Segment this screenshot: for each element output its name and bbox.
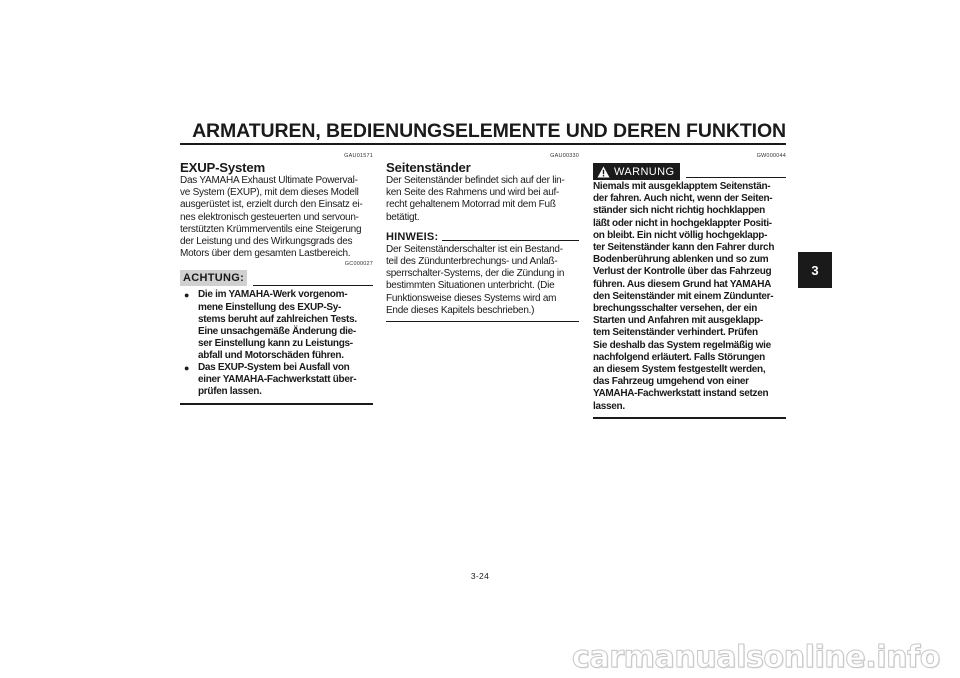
warning-label: WARNUNG	[614, 165, 675, 178]
text-line: Der Seitenständerschalter ist ein Bestand-	[386, 243, 563, 255]
side-stand-body	[386, 175, 579, 224]
text-line: YAMAHA-Fachwerkstatt instand setzen	[593, 388, 769, 400]
text-line: ständer sich nicht richtig hochklappen	[593, 205, 765, 217]
text-line: ausgerüstet ist, erzielt durch den Einsatz ei-	[180, 199, 363, 211]
caution-rule	[253, 285, 373, 286]
text-line: Starten und Anfahren mit ausgeklapp-	[593, 315, 763, 327]
text-line: prüfen lassen.	[198, 386, 262, 398]
text-line: ken Seite des Rahmens und wird bei auf-	[386, 187, 560, 199]
text-line: Das YAMAHA Exhaust Ultimate Powerval-	[180, 175, 358, 186]
warning-badge	[593, 163, 680, 180]
text-line: Ende dieses Kapitels beschrieben.)	[386, 304, 535, 316]
text-line: das Fahrzeug umgehend von einer	[593, 376, 749, 388]
text-line: tem Seitenständer verhindert. Prüfen	[593, 327, 758, 339]
text-line: den Seitenständer mit einem Zündunter-	[593, 290, 774, 302]
caution-end-rule	[180, 403, 373, 405]
bullet-icon: ●	[184, 362, 190, 373]
header-rule	[180, 143, 786, 145]
text-line: mene Einstellung des EXUP-Sy-	[198, 301, 342, 313]
text-line: sperrschalter-Systems, der die Zündung in	[386, 268, 565, 280]
text-line: der fahren. Auch nicht, wenn der Seiten-	[593, 193, 773, 205]
caution-list	[180, 289, 373, 398]
caution-badge: ACHTUNG:	[180, 270, 247, 286]
note-end-rule	[386, 321, 579, 322]
text-line: Bodenberührung ablenken und so zum	[593, 254, 769, 266]
text-line: teil des Zündunterbrechungs- und Anlaß-	[386, 256, 558, 268]
text-line: Funktionsweise dieses Systems wird am	[386, 292, 557, 304]
text-line: abfall und Motorschäden führen.	[198, 349, 344, 361]
text-line: stems beruht auf zahlreichen Tests.	[198, 313, 357, 325]
text-line: brechungsschalter versehen, der ein	[593, 303, 758, 315]
warning-triangle-icon	[597, 166, 610, 178]
warning-code: GW000044	[756, 153, 786, 159]
text-line: bestimmten Situationen unterbricht. (Die	[386, 280, 555, 292]
text-line: nachfolgend erläutert. Falls Störungen	[593, 351, 765, 363]
note-label: HINWEIS:	[386, 230, 439, 243]
caution-header	[180, 270, 373, 286]
note-body	[386, 244, 579, 317]
bullet-icon: ●	[184, 290, 190, 301]
chapter-tab: 3	[798, 252, 832, 288]
exup-title: EXUP-System	[180, 160, 266, 175]
text-line: lassen.	[593, 400, 625, 412]
warning-section	[593, 152, 786, 419]
exup-section	[180, 152, 373, 405]
text-line: nes elektronisch gesteuerten und servoun-	[180, 211, 359, 223]
text-line: on bleibt. Ein nicht völlig hochgeklapp-	[593, 229, 768, 241]
text-line: Die im YAMAHA-Werk vorgenom-	[198, 289, 348, 301]
warning-rule	[686, 177, 786, 178]
text-line: ve System (EXUP), mit dem dieses Modell	[180, 187, 359, 199]
text-line: läßt oder nicht in hochgeklappter Positi-	[593, 217, 772, 229]
text-line: Niemals mit ausgeklapptem Seitenstän-	[593, 181, 771, 192]
page-header-title: ARMATUREN, BEDIENUNGSELEMENTE UND DEREN FUNKTION	[192, 120, 786, 142]
note-header	[386, 231, 579, 244]
text-line: betätigt.	[386, 211, 420, 223]
exup-body	[180, 175, 373, 260]
caution-code: GC000027	[344, 261, 373, 268]
side-stand-code: GAU00330	[550, 153, 579, 159]
text-line: Eine unsachgemäße Änderung die-	[198, 325, 356, 337]
text-line: Motors über dem gesamten Lastbereich.	[180, 248, 351, 260]
exup-code: GAU01571	[344, 153, 373, 159]
text-line: recht gehaltenem Motorrad mit dem Fuß	[386, 199, 556, 211]
side-stand-section	[386, 152, 579, 322]
watermark: carmanualsonline.info	[572, 640, 940, 674]
text-line: Verlust der Kontrolle über das Fahrzeug	[593, 266, 772, 278]
text-line: Der Seitenständer befindet sich auf der lin-	[386, 175, 565, 186]
text-line: führen. Aus diesem Grund hat YAMAHA	[593, 278, 772, 290]
text-line: Das EXUP-System bei Ausfall von	[198, 361, 350, 373]
text-line: einer YAMAHA-Fachwerkstatt über-	[198, 374, 357, 386]
text-line: an diesem System festgestellt werden,	[593, 364, 766, 376]
text-line: Sie deshalb das System regelmäßig wie	[593, 339, 771, 351]
text-line: der Leistung und des Wirkungsgrads des	[180, 236, 353, 248]
page-number: 3-24	[470, 571, 490, 581]
side-stand-title: Seitenständer	[386, 160, 471, 175]
list-item	[180, 289, 373, 362]
warning-end-rule	[593, 417, 786, 419]
text-line: ser Einstellung kann zu Leistungs-	[198, 337, 353, 349]
note-rule	[442, 240, 579, 241]
warning-header	[593, 163, 786, 180]
text-line: terstützten Krümmerventils eine Steigerung	[180, 223, 362, 235]
text-line: ter Seitenständer kann den Fahrer durch	[593, 242, 775, 254]
warning-text	[593, 181, 786, 413]
list-item	[180, 362, 373, 398]
